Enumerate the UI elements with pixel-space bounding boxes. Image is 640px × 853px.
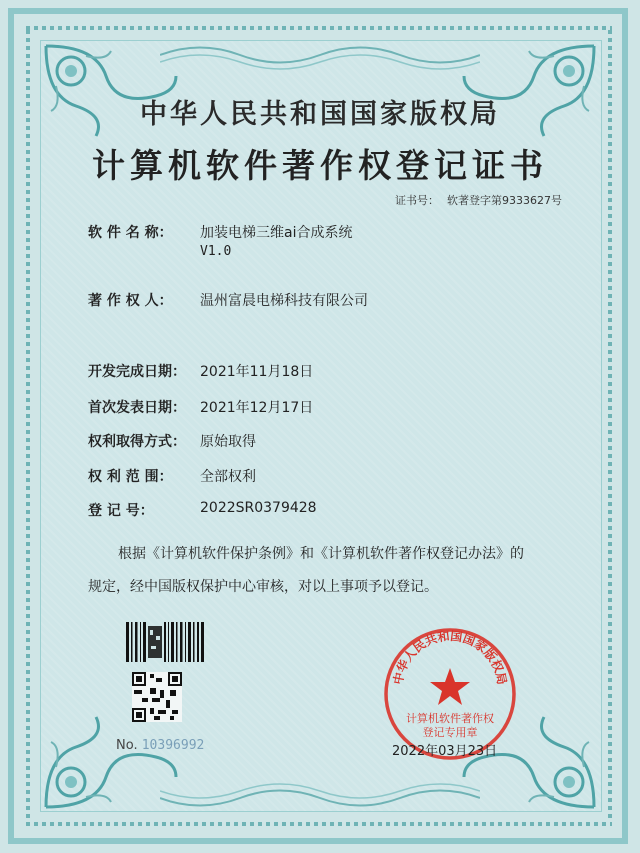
top-ornament-band xyxy=(160,40,480,70)
issuing-authority: 中华人民共和国国家版权局 xyxy=(140,99,500,130)
bottom-ornament-band xyxy=(160,783,480,813)
field-value-version: V1.0 xyxy=(200,244,232,259)
field-label: 登 记 号： xyxy=(88,503,154,519)
field-completion-date xyxy=(88,361,313,381)
field-value: 2021年12月17日 xyxy=(200,400,314,416)
seal-star-icon xyxy=(430,668,470,705)
field-label: 著 作 权 人： xyxy=(88,293,173,309)
certificate-number-value: 软著登字第9333627号 xyxy=(447,194,562,207)
seal-line-2: 登记专用章 xyxy=(422,726,478,739)
serial-label: No. xyxy=(116,738,138,753)
barcode-icon xyxy=(126,622,204,662)
field-registration-number xyxy=(88,500,317,520)
field-value: 全部权利 xyxy=(200,469,256,485)
statement-line-2: 规定，经中国版权保护中心审核，对以上事项予以登记。 xyxy=(88,579,438,595)
serial-number xyxy=(116,738,204,753)
field-label: 开发完成日期： xyxy=(88,364,186,380)
registration-statement xyxy=(88,538,578,604)
field-value: 2021年11月18日 xyxy=(200,364,314,380)
serial-value: 10396992 xyxy=(141,738,205,753)
field-publication-date xyxy=(88,397,313,417)
field-label: 首次发表日期： xyxy=(88,400,186,416)
issue-date: 2022年03月23日 xyxy=(392,744,498,759)
field-label: 权利取得方式： xyxy=(88,434,186,450)
field-software-name xyxy=(88,222,352,259)
statement-line-1: 根据《计算机软件保护条例》和《计算机软件著作权登记办法》的 xyxy=(118,546,524,562)
certificate-number xyxy=(395,192,562,208)
field-value: 温州富晨电梯科技有限公司 xyxy=(200,293,368,309)
field-value: 加装电梯三维ai合成系统 xyxy=(200,225,353,241)
field-copyright-owner xyxy=(88,290,368,310)
seal-line-1: 计算机软件著作权 xyxy=(406,712,494,725)
field-label: 权 利 范 围： xyxy=(88,469,173,485)
certificate-number-label: 证书号： xyxy=(395,194,439,207)
seal-arc-text: 中华人民共和国国家版权局 xyxy=(390,628,510,686)
field-rights-scope xyxy=(88,466,256,486)
field-label: 软 件 名 称： xyxy=(88,225,173,241)
field-value: 原始取得 xyxy=(200,434,256,450)
qr-code-icon xyxy=(132,672,182,722)
certificate-title: 计算机软件著作权登记证书 xyxy=(92,146,548,185)
field-value: 2022SR0379428 xyxy=(200,500,317,516)
field-acquisition-method xyxy=(88,431,256,451)
